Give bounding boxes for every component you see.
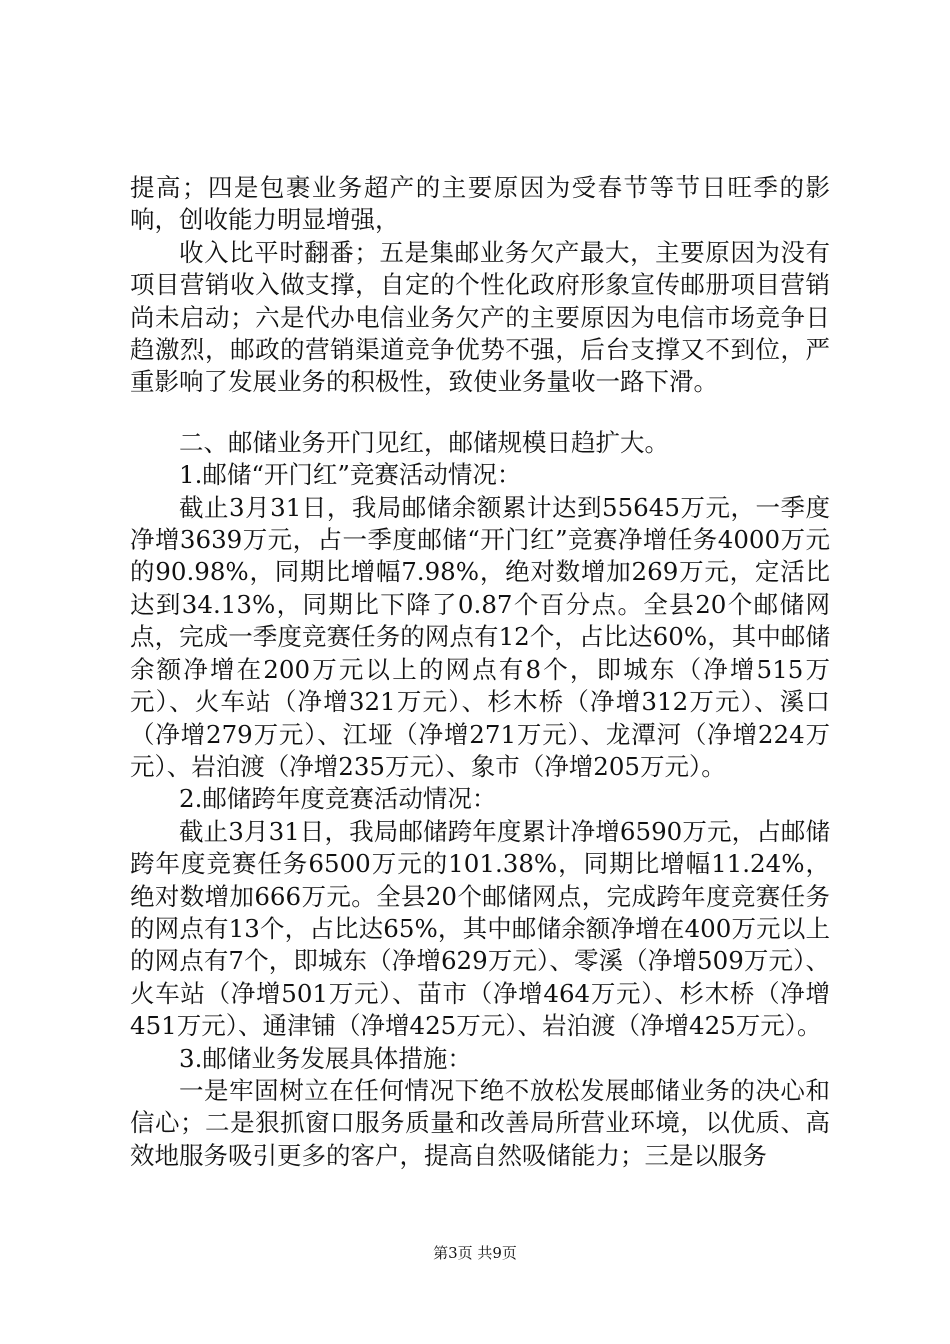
subheading-1: 1.邮储“开门红”竞赛活动情况：	[179, 460, 522, 490]
subheading-3: 3.邮储业务发展具体措施：	[179, 1043, 472, 1073]
page-number-footer: 第3页 共9页	[433, 1244, 517, 1262]
paragraph-cross-year: 截止3月31日，我局邮储跨年度累计净增6590万元，占邮储跨年度竞赛任务6500万元的101.38%，同期比增幅11.24%，绝对数增加666万元。全县20个邮储网点，完成跨年度竞赛任务的网点有13个，占比达65%，其中邮储余额净增在400万元以上的网点有7个，即城东（净增629万元）、零溪（净增509万元）、火车站（净增501万元）、苗市（净增464万元）、杉木桥（净增451万元）、通津铺（净增425万元）、岩泊渡（净增425万元）。	[130, 816, 830, 1041]
document-body	[130, 172, 830, 1172]
paragraph-measures: 一是牢固树立在任何情况下绝不放松发展邮储业务的决心和信心；二是狠抓窗口服务质量和改善局所营业环境，以优质、高效地服务吸引更多的客户，提高自然吸储能力；三是以服务	[130, 1075, 830, 1170]
paragraph-income: 收入比平时翻番；五是集邮业务欠产最大，主要原因为没有项目营销收入做支撑，自定的个性化政府形象宣传邮册项目营销尚未启动；六是代办电信业务欠产的主要原因为电信市场竞争日趋激烈，邮政的营销渠道竞争优势不强，后台支撑又不到位，严重影响了发展业务的积极性，致使业务量收一路下滑。	[130, 237, 830, 397]
section-heading-2: 二、邮储业务开门见红，邮储规模日趋扩大。	[179, 427, 669, 457]
paragraph-gap	[130, 399, 830, 427]
paragraph-kaimenhong: 截止3月31日，我局邮储余额累计达到55645万元，一季度净增3639万元，占一季度邮储“开门红”竞赛净增任务4000万元的90.98%，同期比增幅7.98%，绝对数增加269万元，定活比达到34.13%，同期比下降了0.87个百分点。全县20个邮储网点，完成一季度竞赛任务的网点有12个，占比达60%，其中邮储余额净增在200万元以上的网点有8个，即城东（净增515万元）、火车站（净增321万元）、杉木桥（净增312万元）、溪口（净增279万元）、江垭（净增271万元）、龙潭河（净增224万元）、岩泊渡（净增235万元）、象市（净增205万元）。	[130, 492, 830, 781]
subheading-2: 2.邮储跨年度竞赛活动情况：	[179, 784, 497, 814]
paragraph-continuation: 提高；四是包裹业务超产的主要原因为受春节等节日旺季的影响，创收能力明显增强，	[130, 173, 830, 235]
